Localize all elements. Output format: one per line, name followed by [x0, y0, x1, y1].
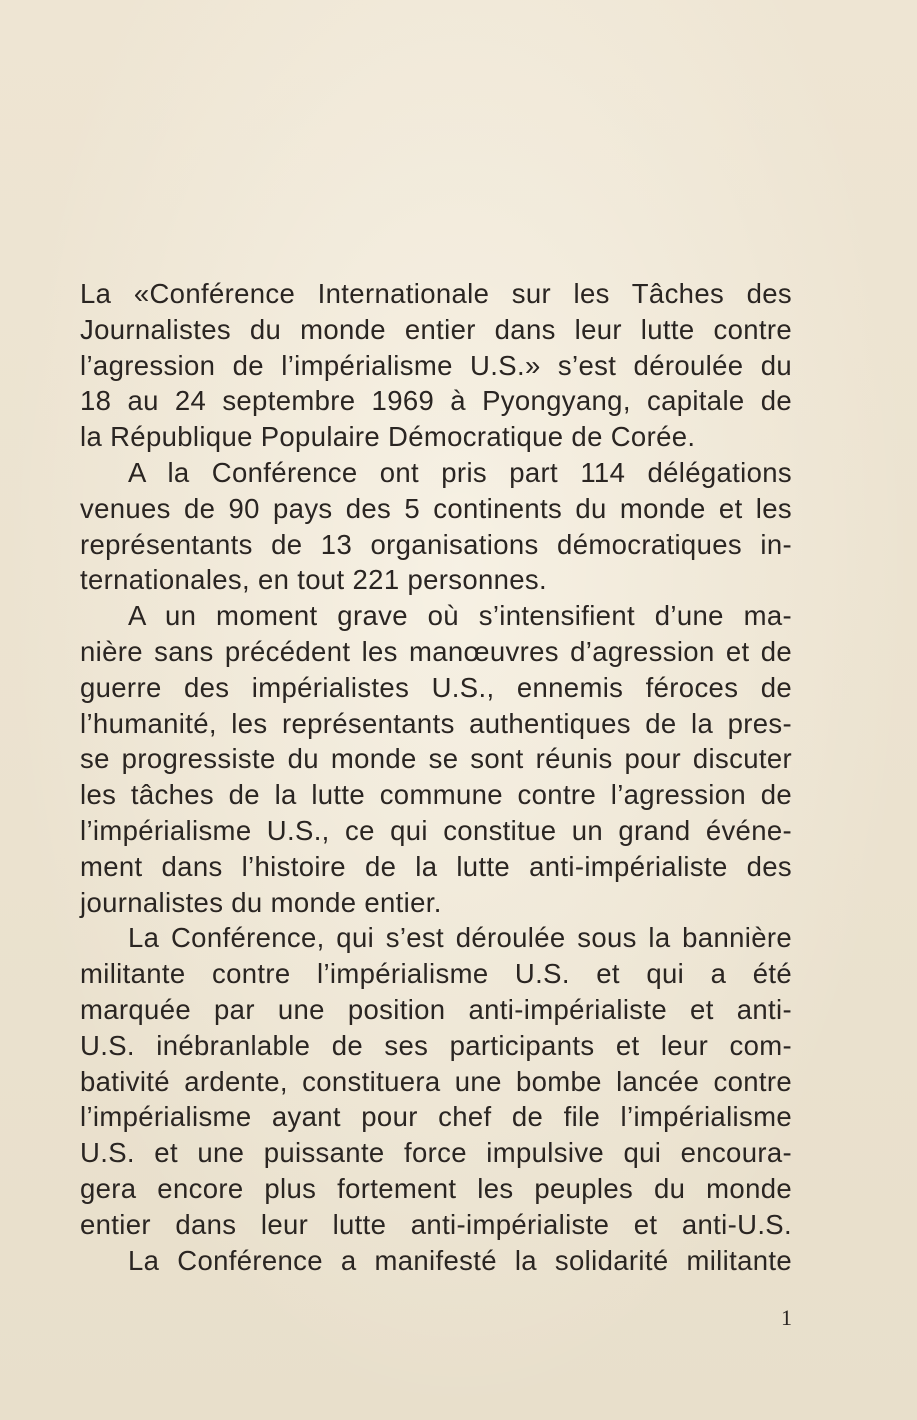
text-line: nière sans précédent les manœuvres d’agression et de — [80, 635, 792, 667]
text-line: bativité ardente, constituera une bombe lancée contre — [80, 1065, 792, 1097]
paragraph-5 — [80, 1243, 792, 1279]
text-line: guerre des impérialistes U.S., ennemis féroces de — [80, 671, 792, 703]
page-number: 1 — [781, 1305, 792, 1330]
text-line: entier dans leur lutte anti-impérialiste et anti-U.S. — [80, 1208, 792, 1240]
text-line: La «Conférence Internationale sur les Tâches des — [80, 278, 792, 309]
text-line: marquée par une position anti-impérialiste et anti- — [80, 993, 792, 1025]
text-line: A un moment grave où s’intensifient d’une ma- — [128, 600, 792, 632]
paragraph-1 — [80, 276, 792, 455]
text-line: représentants de 13 organisations démocratiques in- — [80, 528, 792, 560]
text-line: militante contre l’impérialisme U.S. et qui a été — [80, 958, 792, 990]
text-line: U.S. inébranlable de ses participants et leur com- — [80, 1029, 792, 1061]
text-line: ment dans l’histoire de la lutte anti-impérialiste des — [80, 850, 792, 882]
text-line: l’impérialisme U.S., ce qui constitue un grand événe- — [80, 814, 792, 846]
text-line: se progressiste du monde se sont réunis pour discuter — [80, 743, 792, 775]
text-line: la République Populaire Démocratique de Corée. — [80, 421, 696, 453]
text-line: gera encore plus fortement les peuples du monde — [80, 1172, 792, 1204]
text-line: A la Conférence ont pris part 114 délégations — [128, 456, 792, 488]
text-line: ternationales, en tout 221 personnes. — [80, 564, 548, 596]
text-line: 18 au 24 septembre 1969 à Pyongyang, capitale de — [80, 385, 792, 417]
text-line: l’humanité, les représentants authentiques de la pres- — [80, 707, 792, 739]
text-line: journalistes du monde entier. — [80, 886, 442, 918]
text-line: La Conférence a manifesté la solidarité militante — [128, 1244, 792, 1276]
paragraph-3 — [80, 598, 792, 920]
body-text — [80, 276, 792, 1278]
paragraph-2 — [80, 455, 792, 598]
text-line: l’agression de l’impérialisme U.S.» s’est déroulée du — [80, 349, 792, 381]
paragraph-4 — [80, 920, 792, 1242]
text-line: les tâches de la lutte commune contre l’agression de — [80, 779, 792, 811]
text-line: U.S. et une puissante force impulsive qui encoura- — [80, 1137, 792, 1169]
text-line: l’impérialisme ayant pour chef de file l’impérialisme — [80, 1101, 792, 1133]
text-line: Journalistes du monde entier dans leur lutte contre — [80, 313, 792, 345]
text-line: La Conférence, qui s’est déroulée sous la bannière — [128, 922, 792, 954]
text-line: venues de 90 pays des 5 continents du monde et les — [80, 492, 792, 524]
